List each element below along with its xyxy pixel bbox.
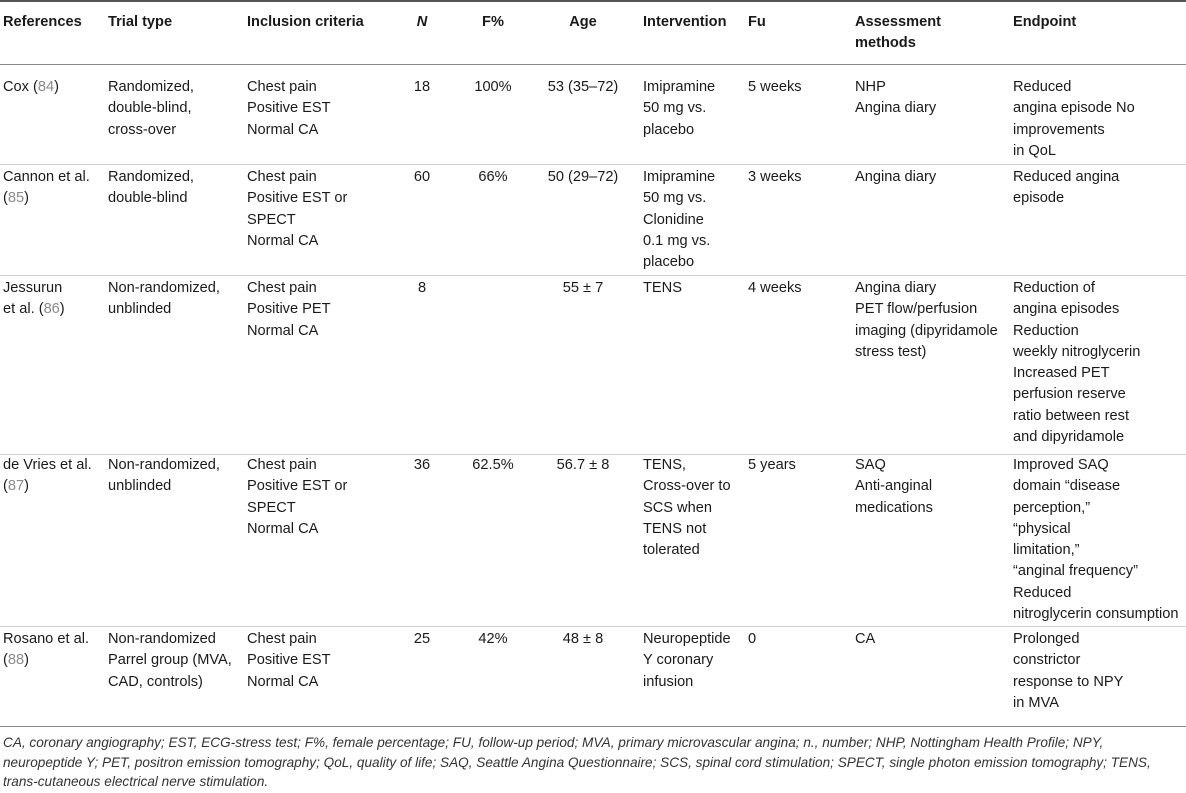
cell-n: 60 xyxy=(413,169,431,185)
cell-age: 48 ± 8 xyxy=(562,631,604,647)
cell-assessment: Angina diary PET flow/perfusion imaging (dipyridamole stress test) xyxy=(855,280,998,360)
cell-trial-type: Non-randomized, unblinded xyxy=(108,457,220,495)
cell-n: 25 xyxy=(413,631,431,647)
cell-endpoint: Improved SAQ domain “disease perception,” “physical limitation,” “anginal frequency” Reduced nitroglycerin consumption xyxy=(1013,457,1179,623)
cell-intervention: Imipramine 50 mg vs. Clonidine 0.1 mg vs. placebo xyxy=(643,169,716,271)
cell-endpoint: Reduced angina episode No improvements in QoL xyxy=(1013,79,1135,159)
cell-reference: Rosano et al. (88) xyxy=(3,631,89,669)
cell-endpoint: Prolonged constrictor response to NPY in MVA xyxy=(1013,631,1124,711)
cell-age: 56.7 ± 8 xyxy=(556,457,610,473)
cell-female-percent: 66% xyxy=(478,169,508,185)
header-trial-type: Trial type xyxy=(108,14,173,30)
cell-fu: 4 weeks xyxy=(748,280,802,296)
cell-n: 18 xyxy=(413,79,431,95)
cell-endpoint: Reduction of angina episodes Reduction weekly nitroglycerin Increased PET perfusion reserve ratio between rest and dipyridamole xyxy=(1013,280,1141,446)
cell-inclusion: Chest pain Positive EST Normal CA xyxy=(247,79,331,138)
cell-assessment: Angina diary xyxy=(855,169,937,185)
cell-trial-type: Randomized, double-blind xyxy=(108,169,194,207)
header-age: Age xyxy=(569,14,597,30)
reference-link[interactable]: 84 xyxy=(37,79,55,95)
cell-reference: Jessurun et al. (86) xyxy=(3,280,65,318)
cell-age: 55 ± 7 xyxy=(562,280,604,296)
table-footnote: CA, coronary angiography; EST, ECG-stress test; F%, female percentage; FU, follow-up period; MVA, primary microvascular angina; n., number; NHP, Nottingham Health Profile; NPY, neuropeptide Y; PET, positron emission tomography; QoL, quality of life; SAQ, Seattle Angina Questionnaire; SCS, spinal cord stimulation; SPECT, single photon emission tomography; TENS, trans-cutaneous electrical nerve stimulation. xyxy=(3,735,1151,789)
cell-n: 8 xyxy=(417,280,427,296)
header-n: N xyxy=(416,14,428,30)
cell-trial-type: Non-randomized, unblinded xyxy=(108,280,220,318)
header-rule xyxy=(0,64,1186,65)
cell-intervention: TENS, Cross-over to SCS when TENS not tolerated xyxy=(643,457,731,559)
cell-age: 53 (35–72) xyxy=(547,79,619,95)
header-female-percent: F% xyxy=(482,14,504,30)
cell-fu: 3 weeks xyxy=(748,169,802,185)
table-top-rule xyxy=(0,0,1186,2)
cell-assessment: CA xyxy=(855,631,876,647)
cell-fu: 5 weeks xyxy=(748,79,802,95)
row-divider xyxy=(0,164,1186,165)
reference-link[interactable]: 85 xyxy=(7,190,25,207)
header-endpoint: Endpoint xyxy=(1013,14,1077,30)
cell-female-percent: 100% xyxy=(474,79,512,95)
table-bottom-rule xyxy=(0,726,1186,727)
cell-intervention: Neuropeptide Y coronary infusion xyxy=(643,631,731,690)
reference-link[interactable]: 87 xyxy=(7,478,25,495)
cell-age: 50 (29–72) xyxy=(547,169,619,185)
cell-female-percent: 62.5% xyxy=(472,457,514,473)
header-assessment-methods: Assessment methods xyxy=(855,14,941,52)
cell-trial-type: Non-randomized Parrel group (MVA, CAD, controls) xyxy=(108,631,232,690)
cell-trial-type: Randomized, double-blind, cross-over xyxy=(108,79,194,138)
cell-inclusion: Chest pain Positive EST or SPECT Normal CA xyxy=(247,169,348,249)
cell-inclusion: Chest pain Positive PET Normal CA xyxy=(247,280,331,339)
cell-female-percent: 42% xyxy=(478,631,508,647)
row-divider xyxy=(0,626,1186,627)
cell-inclusion: Chest pain Positive EST or SPECT Normal CA xyxy=(247,457,348,537)
header-references: References xyxy=(3,14,82,30)
cell-inclusion: Chest pain Positive EST Normal CA xyxy=(247,631,331,690)
cell-intervention: Imipramine 50 mg vs. placebo xyxy=(643,79,716,138)
cell-intervention: TENS xyxy=(643,280,682,296)
cell-reference: Cannon et al. (85) xyxy=(3,169,90,207)
reference-link[interactable]: 86 xyxy=(43,301,60,318)
row-divider xyxy=(0,275,1186,276)
cell-reference: de Vries et al. (87) xyxy=(3,457,92,495)
cell-assessment: SAQ Anti-anginal medications xyxy=(855,457,933,516)
cell-fu: 5 years xyxy=(748,457,796,473)
cell-fu: 0 xyxy=(748,631,757,647)
cell-assessment: NHP Angina diary xyxy=(855,79,937,117)
reference-link[interactable]: 88 xyxy=(7,652,25,669)
cell-n: 36 xyxy=(413,457,431,473)
header-intervention: Intervention xyxy=(643,14,727,30)
header-inclusion-criteria: Inclusion criteria xyxy=(247,14,364,30)
header-fu: Fu xyxy=(748,14,766,30)
cell-endpoint: Reduced angina episode xyxy=(1013,169,1120,207)
cell-reference: Cox (84) xyxy=(3,79,59,95)
